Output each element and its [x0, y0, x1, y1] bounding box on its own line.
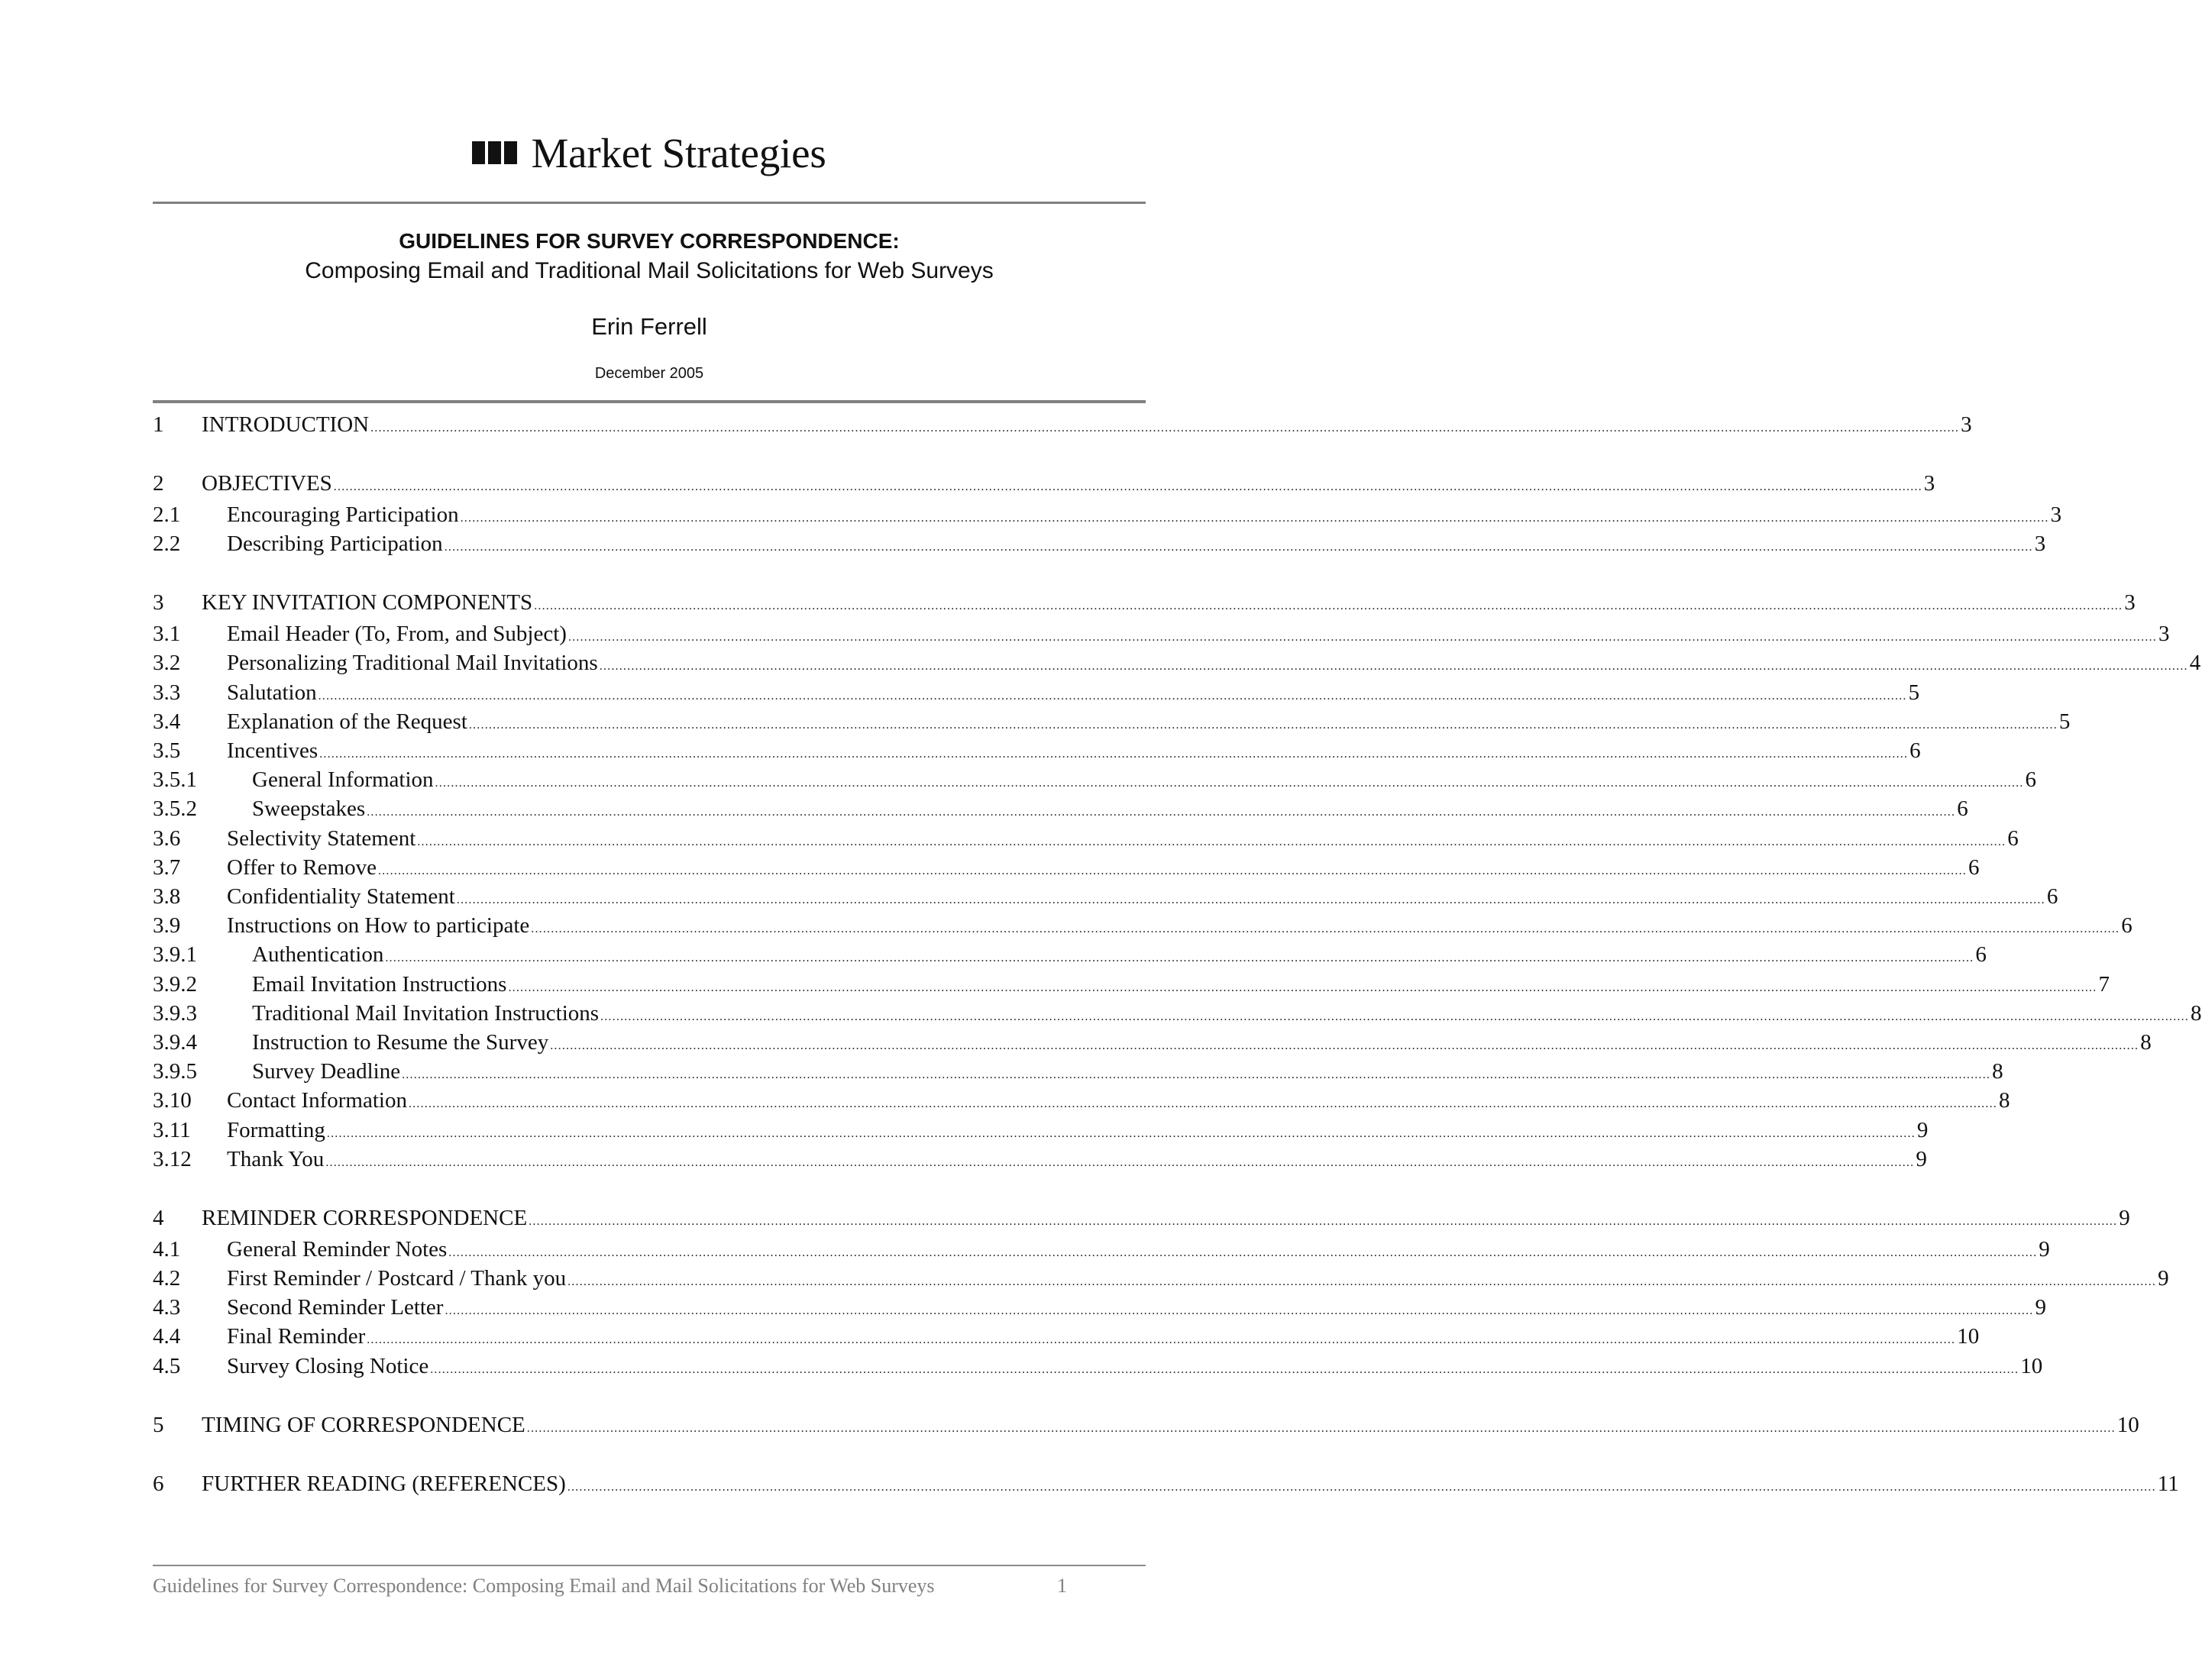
toc-dot-leader: ................................................................................................................................................................................................................................................................................................................................................................................................................	[319, 748, 1909, 761]
toc-entry-title: KEY INVITATION COMPONENTS	[202, 590, 533, 615]
toc-entry[interactable]	[153, 471, 1935, 499]
toc-divider	[153, 400, 1146, 403]
toc-entry[interactable]	[153, 1413, 2139, 1440]
toc-entry[interactable]	[153, 738, 1921, 766]
toc-entry[interactable]	[153, 1001, 2202, 1029]
logo-bars-icon	[472, 141, 517, 164]
toc-entry-page: 9	[1916, 1147, 1927, 1171]
toc-entry[interactable]	[153, 767, 2037, 795]
toc-entry-number: 3.3	[153, 680, 181, 705]
toc-entry-number: 3.9.4	[153, 1030, 197, 1055]
company-logo	[0, 122, 1298, 183]
toc-entry-number: 6	[153, 1472, 164, 1496]
toc-entry[interactable]	[153, 1118, 1929, 1145]
toc-entry-title: OBJECTIVES	[202, 471, 332, 496]
toc-entry-number: 3.4	[153, 709, 181, 734]
toc-entry[interactable]	[153, 590, 2136, 618]
toc-entry-page: 3	[2158, 622, 2170, 646]
toc-entry-title: Offer to Remove	[227, 855, 377, 880]
toc-entry-number: 3.9.5	[153, 1059, 197, 1084]
toc-dot-leader: ................................................................................................................................................................................................................................................................................................................................................................................................................	[531, 922, 2120, 935]
toc-dot-leader: ................................................................................................................................................................................................................................................................................................................................................................................................................	[448, 1246, 2038, 1259]
toc-entry[interactable]	[153, 1266, 2169, 1294]
toc-entry[interactable]	[153, 622, 2170, 649]
toc-entry-number: 3.10	[153, 1088, 192, 1113]
document-date: December 2005	[594, 365, 704, 382]
toc-entry-number: 3.12	[153, 1147, 192, 1171]
toc-entry-number: 4.2	[153, 1266, 181, 1291]
toc-entry-number: 3.5.2	[153, 796, 197, 821]
toc-dot-leader: ................................................................................................................................................................................................................................................................................................................................................................................................................	[326, 1127, 1916, 1140]
toc-entry-number: 3.9.3	[153, 1001, 197, 1026]
toc-entry[interactable]	[153, 1030, 2152, 1058]
toc-entry-title: Email Header (To, From, and Subject)	[227, 622, 567, 646]
toc-entry-number: 3.5	[153, 738, 181, 763]
toc-entry-number: 3.1	[153, 622, 181, 646]
toc-entry-page: 6	[1975, 942, 1987, 967]
toc-dot-leader: ................................................................................................................................................................................................................................................................................................................................................................................................................	[385, 951, 1974, 964]
toc-entry[interactable]	[153, 412, 1972, 440]
toc-entry-title: Survey Deadline	[252, 1059, 401, 1084]
toc-entry-number: 4	[153, 1206, 164, 1230]
toc-entry-title: Formatting	[227, 1118, 325, 1142]
toc-entry-title: REMINDER CORRESPONDENCE	[202, 1206, 528, 1230]
toc-entry-number: 3.11	[153, 1118, 191, 1142]
toc-entry-title: Thank You	[227, 1147, 325, 1171]
toc-entry[interactable]	[153, 680, 1920, 708]
footer-text: Guidelines for Survey Correspondence: Composing Email and Mail Solicitations for Web Surveys	[153, 1575, 935, 1597]
toc-entry-number: 3.8	[153, 884, 181, 909]
toc-entry-number: 3.9	[153, 913, 181, 938]
toc-entry-page: 9	[2119, 1206, 2130, 1230]
toc-entry-page: 9	[1916, 1118, 1929, 1142]
toc-entry-title: Contact Information	[227, 1088, 407, 1113]
toc-entry-title: General Information	[252, 767, 434, 792]
toc-entry[interactable]	[153, 1295, 2046, 1323]
toc-entry-page: 7	[2098, 972, 2110, 997]
toc-dot-leader: ................................................................................................................................................................................................................................................................................................................................................................................................................	[526, 1422, 2116, 1435]
toc-entry-page: 9	[2035, 1295, 2046, 1320]
toc-entry-title: Explanation of the Request	[227, 709, 467, 734]
toc-entry-page: 9	[2158, 1266, 2169, 1291]
toc-entry[interactable]	[153, 972, 2110, 1000]
toc-entry-page: 10	[1957, 1324, 1980, 1349]
toc-dot-leader: ................................................................................................................................................................................................................................................................................................................................................................................................................	[435, 777, 2024, 790]
logo-text: Market Strategies	[531, 129, 826, 176]
toc-entry-page: 6	[2025, 767, 2037, 792]
toc-dot-leader: ................................................................................................................................................................................................................................................................................................................................................................................................................	[367, 1333, 1956, 1346]
toc-entry-page: 6	[1957, 796, 1968, 821]
toc-entry[interactable]	[153, 502, 2062, 530]
toc-entry-page: 9	[2039, 1237, 2050, 1262]
toc-entry[interactable]	[153, 1324, 1980, 1352]
toc-entry-number: 3.6	[153, 826, 181, 851]
toc-dot-leader: ................................................................................................................................................................................................................................................................................................................................................................................................................	[402, 1068, 1991, 1081]
toc-entry-number: 4.5	[153, 1354, 181, 1378]
toc-dot-leader: ................................................................................................................................................................................................................................................................................................................................................................................................................	[460, 512, 2049, 525]
toc-entry-title: Authentication	[252, 942, 384, 967]
toc-dot-leader: ................................................................................................................................................................................................................................................................................................................................................................................................................	[550, 1039, 2139, 1052]
toc-entry-page: 8	[2140, 1030, 2152, 1055]
toc-entry[interactable]	[153, 1206, 2130, 1233]
toc-entry-title: Selectivity Statement	[227, 826, 416, 851]
toc-entry-page: 6	[2007, 826, 2019, 851]
toc-entry[interactable]	[153, 651, 2201, 678]
toc-dot-leader: ................................................................................................................................................................................................................................................................................................................................................................................................................	[600, 1010, 2190, 1023]
toc-entry-title: TIMING OF CORRESPONDENCE	[202, 1413, 525, 1437]
document-title: GUIDELINES FOR SURVEY CORRESPONDENCE:	[399, 229, 900, 253]
toc-entry[interactable]	[153, 1088, 2010, 1116]
document-author: Erin Ferrell	[591, 313, 707, 340]
toc-entry-page: 10	[2116, 1413, 2139, 1437]
toc-entry[interactable]	[153, 913, 2132, 941]
toc-entry-title: Incentives	[227, 738, 318, 763]
toc-entry-page: 4	[2189, 651, 2201, 675]
toc-entry-title: Second Reminder Letter	[227, 1295, 444, 1320]
toc-entry-page: 5	[2058, 709, 2071, 734]
toc-entry-page: 3	[2124, 590, 2136, 615]
toc-entry-title: Encouraging Participation	[227, 502, 459, 527]
toc-dot-leader: ................................................................................................................................................................................................................................................................................................................................................................................................................	[468, 719, 2058, 732]
toc-entry-title: INTRODUCTION	[202, 412, 370, 437]
toc-dot-leader: ................................................................................................................................................................................................................................................................................................................................................................................................................	[567, 1275, 2157, 1288]
toc-entry[interactable]	[153, 884, 2058, 912]
toc-entry-title: Instruction to Resume the Survey	[252, 1030, 549, 1055]
toc-dot-leader: ................................................................................................................................................................................................................................................................................................................................................................................................................	[445, 1304, 2034, 1317]
toc-entry-number: 4.4	[153, 1324, 181, 1349]
toc-entry-title: Sweepstakes	[252, 796, 366, 821]
toc-entry[interactable]	[153, 1354, 2043, 1381]
toc-entry-number: 1	[153, 412, 164, 437]
toc-entry-number: 3.9.1	[153, 942, 197, 967]
toc-entry[interactable]	[153, 796, 1968, 824]
toc-entry-page: 8	[1998, 1088, 2010, 1113]
toc-entry[interactable]	[153, 1059, 2003, 1087]
toc-dot-leader: ................................................................................................................................................................................................................................................................................................................................................................................................................	[318, 690, 1907, 703]
toc-entry[interactable]	[153, 1237, 2050, 1265]
toc-entry-title: First Reminder / Postcard / Thank you	[227, 1266, 567, 1291]
toc-entry-page: 6	[1968, 855, 1980, 880]
toc-entry-page: 10	[2020, 1354, 2043, 1378]
toc-entry-number: 3.5.1	[153, 767, 197, 792]
toc-entry-page: 6	[2046, 884, 2058, 909]
toc-entry-title: General Reminder Notes	[227, 1237, 448, 1262]
toc-entry-title: Email Invitation Instructions	[252, 972, 507, 997]
toc-dot-leader: ................................................................................................................................................................................................................................................................................................................................................................................................................	[325, 1156, 1915, 1169]
toc-entry[interactable]	[153, 1147, 1927, 1174]
toc-entry-title: FURTHER READING (REFERENCES)	[202, 1472, 566, 1496]
toc-entry-number: 4.3	[153, 1295, 181, 1320]
toc-dot-leader: ................................................................................................................................................................................................................................................................................................................................................................................................................	[567, 1481, 2156, 1494]
toc-entry-page: 5	[1908, 680, 1920, 705]
footer-page-number: 1	[1057, 1575, 1067, 1597]
footer-divider	[153, 1565, 1146, 1566]
toc-entry-title: Describing Participation	[227, 531, 443, 556]
toc-dot-leader: ................................................................................................................................................................................................................................................................................................................................................................................................................	[456, 893, 2045, 906]
toc-entry-number: 5	[153, 1413, 164, 1437]
toc-entry-number: 2.1	[153, 502, 181, 527]
toc-dot-leader: ................................................................................................................................................................................................................................................................................................................................................................................................................	[529, 1215, 2118, 1228]
toc-entry-number: 2.2	[153, 531, 181, 556]
toc-dot-leader: ................................................................................................................................................................................................................................................................................................................................................................................................................	[430, 1363, 2019, 1376]
toc-entry-page: 3	[2034, 531, 2046, 556]
toc-entry-title: Confidentiality Statement	[227, 884, 455, 909]
toc-dot-leader: ................................................................................................................................................................................................................................................................................................................................................................................................................	[534, 599, 2123, 612]
toc-entry-number: 3	[153, 590, 164, 615]
toc-entry-title: Salutation	[227, 680, 317, 705]
toc-entry-title: Survey Closing Notice	[227, 1354, 429, 1378]
toc-entry-title: Traditional Mail Invitation Instructions	[252, 1001, 600, 1026]
toc-entry[interactable]	[153, 1472, 2179, 1499]
toc-entry-page: 8	[2191, 1001, 2202, 1026]
toc-dot-leader: ................................................................................................................................................................................................................................................................................................................................................................................................................	[367, 806, 1956, 819]
toc-entry[interactable]	[153, 531, 2046, 559]
toc-entry-title: Personalizing Traditional Mail Invitations	[227, 651, 598, 675]
toc-entry-page: 3	[1923, 471, 1935, 496]
toc-entry-page: 3	[1961, 412, 1972, 437]
toc-entry-page: 8	[1992, 1059, 2003, 1084]
toc-dot-leader: ................................................................................................................................................................................................................................................................................................................................................................................................................	[417, 835, 2006, 848]
toc-entry[interactable]	[153, 709, 2071, 737]
toc-dot-leader: ................................................................................................................................................................................................................................................................................................................................................................................................................	[599, 660, 2188, 673]
toc-entry[interactable]	[153, 826, 2019, 854]
toc-dot-leader: ................................................................................................................................................................................................................................................................................................................................................................................................................	[567, 631, 2157, 644]
toc-entry-number: 4.1	[153, 1237, 181, 1262]
toc-entry[interactable]	[153, 855, 1980, 883]
toc-dot-leader: ................................................................................................................................................................................................................................................................................................................................................................................................................	[444, 541, 2033, 554]
toc-dot-leader: ................................................................................................................................................................................................................................................................................................................................................................................................................	[370, 422, 1960, 435]
toc-entry-title: Final Reminder	[227, 1324, 366, 1349]
toc-entry-number: 3.2	[153, 651, 181, 675]
toc-dot-leader: ................................................................................................................................................................................................................................................................................................................................................................................................................	[408, 1097, 1997, 1110]
top-divider	[153, 202, 1146, 204]
toc-entry[interactable]	[153, 942, 1987, 970]
toc-entry-page: 6	[1909, 738, 1921, 763]
toc-entry-page: 6	[2121, 913, 2132, 938]
toc-entry-page: 11	[2157, 1472, 2179, 1496]
toc-dot-leader: ................................................................................................................................................................................................................................................................................................................................................................................................................	[377, 864, 1967, 877]
toc-entry-title: Instructions on How to participate	[227, 913, 530, 938]
toc-dot-leader: ................................................................................................................................................................................................................................................................................................................................................................................................................	[508, 981, 2097, 994]
document-subtitle: Composing Email and Traditional Mail Solicitations for Web Surveys	[305, 258, 994, 283]
toc-entry-number: 3.9.2	[153, 972, 197, 997]
toc-entry-number: 2	[153, 471, 164, 496]
toc-dot-leader: ................................................................................................................................................................................................................................................................................................................................................................................................................	[333, 480, 1922, 493]
toc-entry-number: 3.7	[153, 855, 181, 880]
toc-entry-page: 3	[2050, 502, 2062, 527]
